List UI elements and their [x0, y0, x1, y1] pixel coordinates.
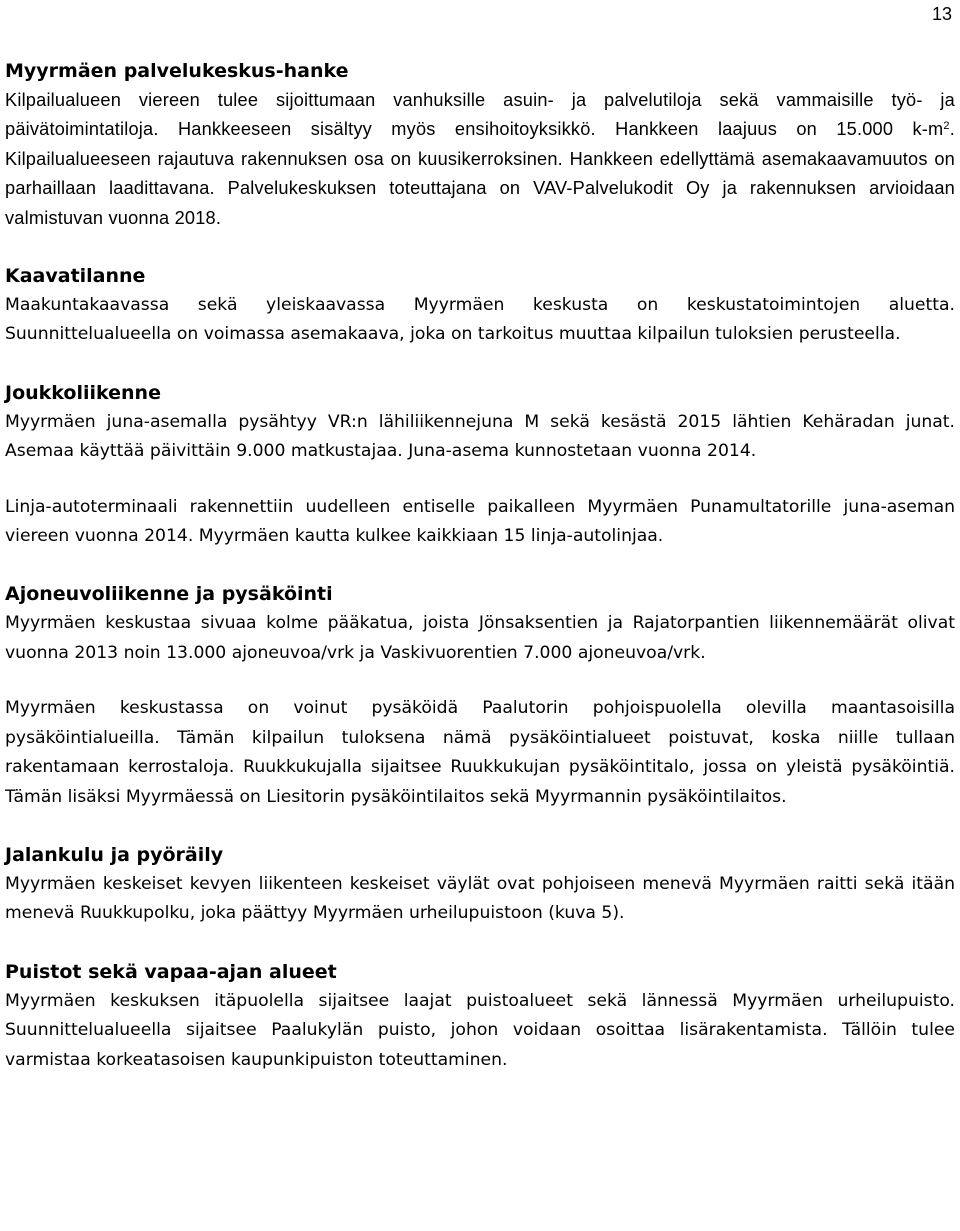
paragraph-text: Kilpailualueen viereen tulee sijoittumaan vanhuksille asuin- ja palvelutiloja sekä vammaisille työ- ja päivätoimintatiloja. Hankkeeseen sisältyy myös ensihoitoyksikkö. Hankkeen laajuus on 15.000 k-m	[5, 90, 955, 140]
section-heading-ajoneuvoliikenne: Ajoneuvoliikenne ja pysäköinti	[5, 583, 333, 606]
section-heading-puistot: Puistot sekä vapaa-ajan alueet	[5, 960, 337, 983]
section-paragraph-ajoneuvoliikenne-1: Myyrmäen keskustaa sivuaa kolme pääkatua, joista Jönsaksentien ja Rajatorpantien liikennemäärät olivat vuonna 2013 noin 13.000 ajoneuvoa/vrk ja Vaskivuorentien 7.000 ajoneuvoa/vrk.	[5, 613, 955, 663]
section-heading-kaavatilanne: Kaavatilanne	[5, 265, 146, 288]
section-heading-jalankulu: Jalankulu ja pyöräily	[5, 843, 224, 866]
section-heading-joukkoliikenne: Joukkoliikenne	[5, 381, 161, 404]
superscript: 2	[943, 120, 950, 133]
section-paragraph-joukkoliikenne-1: Myyrmäen juna-asemalla pysähtyy VR:n lähiliikennejuna M sekä kesästä 2015 lähtien Kehäradan junat. Asemaa käyttää päivittäin 9.000 matkustajaa. Juna-asema kunnostetaan vuonna 2014.	[5, 411, 955, 462]
document-body	[5, 56, 955, 1075]
section-paragraph-palvelukeskus	[5, 86, 955, 233]
section-paragraph-ajoneuvoliikenne-2: Myyrmäen keskustassa on voinut pysäköidä Paalutorin pohjoispuolella olevilla maantasoisilla pysäköintialueilla. Tämän kilpailun tuloksena nämä pysäköintialueet poistuvat, koska niille tullaan rakentamaan kerrostaloja. Ruukkukujalla sijaitsee Ruukkukujan pysäköintitalo, jossa on yleistä pysäköintiä. Tämän lisäksi Myyrmäessä on Liesitorin pysäköintilaitos sekä Myyrmannin pysäköintilaitos.	[5, 698, 955, 807]
section-paragraph-joukkoliikenne-2: Linja-autoterminaali rakennettiin uudelleen entiselle paikalleen Myyrmäen Punamultatorille juna-aseman viereen vuonna 2014. Myyrmäen kautta kulkee kaikkiaan 15 linja-autolinjaa.	[5, 496, 955, 547]
section-paragraph-puistot: Myyrmäen keskuksen itäpuolella sijaitsee laajat puistoalueet sekä lännessä Myyrmäen urheilupuisto. Suunnittelualueella sijaitsee Paalukylän puisto, johon voidaan osoittaa lisärakentamista. Tällöin tulee varmistaa korkeatasoisen kaupunkipuiston toteuttaminen.	[5, 990, 955, 1070]
section-paragraph-kaavatilanne: Maakuntakaavassa sekä yleiskaavassa Myyrmäen keskusta on keskustatoimintojen aluetta. Suunnittelualueella on voimassa asemakaava, joka on tarkoitus muuttaa kilpailun tuloksien perusteella.	[5, 295, 955, 345]
section-heading-palvelukeskus: Myyrmäen palvelukeskus-hanke	[5, 60, 349, 82]
section-paragraph-jalankulu: Myyrmäen keskeiset kevyen liikenteen keskeiset väylät ovat pohjoiseen menevä Myyrmäen raitti sekä itään menevä Ruukkupolku, joka päättyy Myyrmäen urheilupuistoon (kuva 5).	[5, 873, 955, 924]
page-number: 13	[931, 4, 952, 24]
paragraph-text: . Kilpailualueeseen rajautuva rakennuksen osa on kuusikerroksinen. Hankkeen edellyttämä asemakaavamuutos on parhaillaan laadittavana. Palvelukeskuksen toteuttajana on VAV-Palvelukodit Oy ja rakennuksen arvioidaan valmistuvan vuonna 2018.	[5, 119, 955, 228]
